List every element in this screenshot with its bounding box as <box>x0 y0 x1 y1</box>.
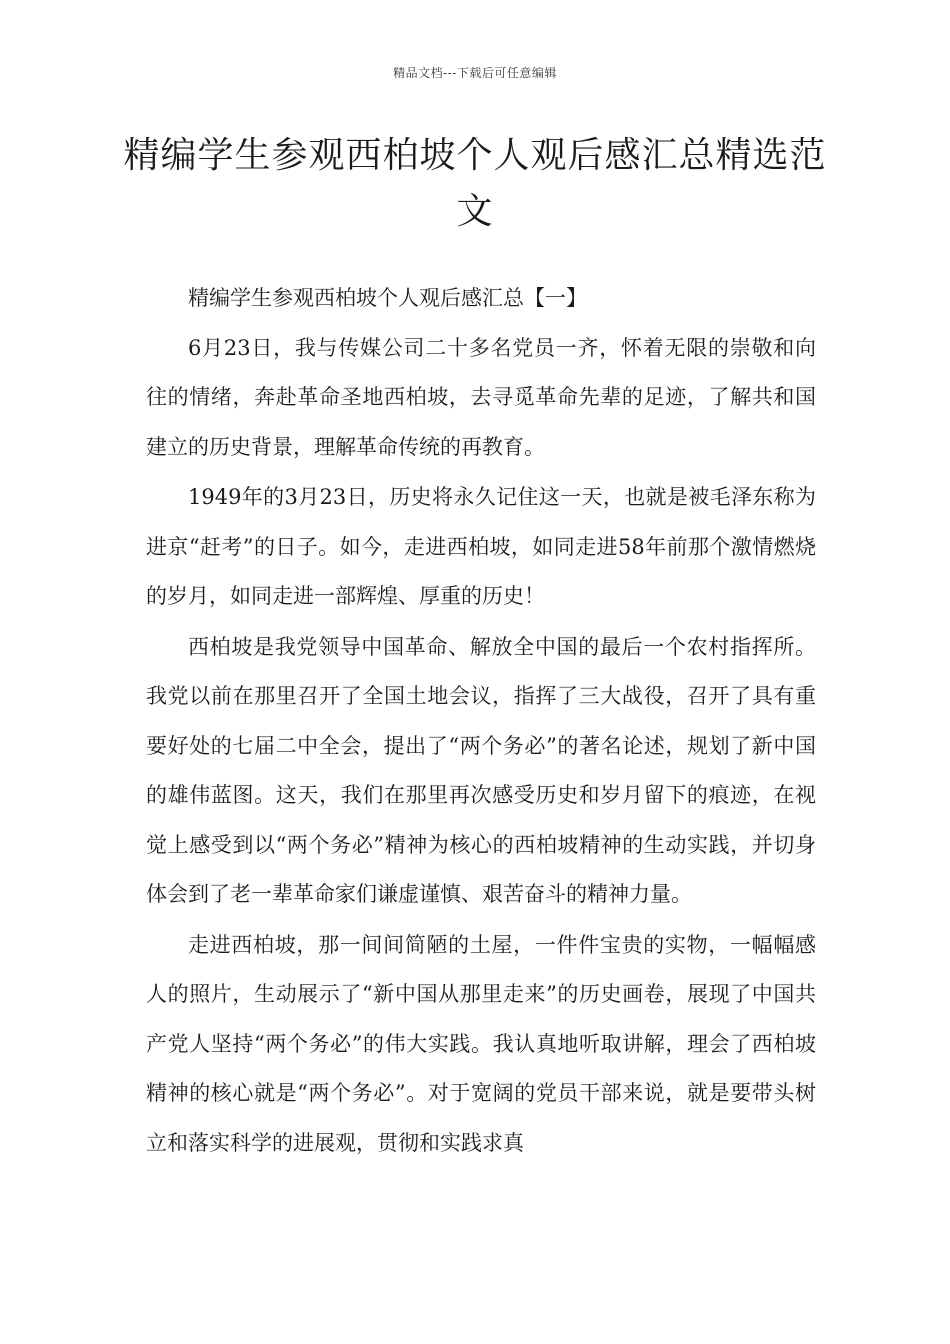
paragraph-2: 1949年的3月23日，历史将永久记住这一天，也就是被毛泽东称为进京“赶考”的日子。如今，走进西柏坡，如同走进58年前那个激情燃烧的岁月，如同走进一部辉煌、厚重的历史！ <box>146 485 816 608</box>
page-header: 精品文档---下载后可任意编辑 <box>393 66 557 80</box>
paragraph-4: 走进西柏坡，那一间间简陋的土屋，一件件宝贵的实物，一幅幅感人的照片，生动展示了“新中国从那里走来”的历史画卷，展现了中国共产党人坚持“两个务必”的伟大实践。我认真地听取讲解，理会了西柏坡精神的核心就是“两个务必”。对于宽阔的党员干部来说，就是要带头树立和落实科学的进展观，贯彻和实践求真 <box>146 932 816 1155</box>
paragraph-3: 西柏坡是我党领导中国革命、解放全中国的最后一个农村指挥所。我党以前在那里召开了全国土地会议，指挥了三大战役，召开了具有重要好处的七届二中全会，提出了“两个务必”的著名论述，规划了新中国的雄伟蓝图。这天，我们在那里再次感受历史和岁月留下的痕迹，在视觉上感受到以“两个务必”精神为核心的西柏坡精神的生动实践，并切身体会到了老一辈革命家们谦虚谨慎、艰苦奋斗的精神力量。 <box>146 634 816 906</box>
section-heading: 精编学生参观西柏坡个人观后感汇总【一】 <box>188 286 587 310</box>
document-title: 精编学生参观西柏坡个人观后感汇总精选范文 <box>123 135 827 232</box>
paragraph-1: 6月23日，我与传媒公司二十多名党员一齐，怀着无限的崇敬和向往的情绪，奔赴革命圣地西柏坡，去寻觅革命先辈的足迹，了解共和国建立的历史背景，理解革命传统的再教育。 <box>146 335 816 459</box>
document-body <box>146 274 816 1169</box>
